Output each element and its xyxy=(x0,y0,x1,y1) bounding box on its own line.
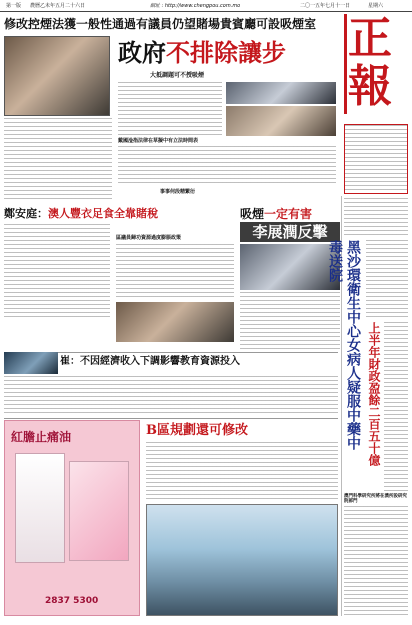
lead-headline xyxy=(118,36,338,70)
lunar-date: 農曆乙未年五月二十六日 xyxy=(30,3,86,9)
masthead-photo xyxy=(226,106,336,136)
second-headline xyxy=(4,206,230,222)
fourth-body xyxy=(4,376,338,416)
masthead-bar xyxy=(0,0,412,12)
second-photo xyxy=(116,302,234,342)
logo-char-bao: 報 xyxy=(348,61,392,112)
section-divider-2 xyxy=(4,418,338,419)
logo-char-zheng: 正 xyxy=(348,13,392,64)
right-column-headline-2: 上半年財政盈餘二百五十億 xyxy=(367,322,381,466)
lead-subhead-3: 事事何段精繁衍 xyxy=(160,189,196,195)
bottom-rendering-image xyxy=(146,504,338,616)
lead-photo-2 xyxy=(226,82,336,104)
weekday: 星期六 xyxy=(368,3,384,9)
right-bottom-body xyxy=(344,506,408,616)
second-subhead: 區議員歸功資源過度膨脹政策 xyxy=(116,235,182,241)
second-body-left xyxy=(4,224,110,320)
right-column-headline-1: 黑沙環衛生中心女病人疑服中藥中毒送院 xyxy=(327,240,361,450)
lead-body-column-2 xyxy=(118,146,336,186)
third-headline-1 xyxy=(240,206,340,222)
ad-phone: 2837 5300 xyxy=(45,596,99,606)
third-photo xyxy=(240,244,340,290)
ad-product-box xyxy=(69,461,129,561)
advertisement[interactable] xyxy=(4,420,140,616)
top-headline: 修改控煙法獲一般性通過有議員仍望賭場貴賓廳可設吸煙室 xyxy=(4,17,317,31)
gregorian-date: 二〇一五年七月十一日 xyxy=(300,3,351,9)
lead-body-left xyxy=(4,118,112,200)
fourth-headline: 崔：不因經濟收入下調影響教育資源投入 xyxy=(60,356,240,367)
third-headline-2: 李展潤反擊 xyxy=(240,222,340,242)
right-column-body-lower xyxy=(384,322,408,492)
third-body xyxy=(240,292,340,350)
logo-vertical-strip xyxy=(344,14,347,114)
second-body-right xyxy=(116,244,234,300)
masthead-info-block xyxy=(344,124,408,194)
second-headline-text: 澳人豐衣足食全靠賭稅 xyxy=(48,207,158,220)
fourth-photo xyxy=(4,352,58,374)
lead-headline-part-b: 不排除讓步 xyxy=(166,38,286,67)
third-part-b: 一定有害 xyxy=(264,207,313,221)
newspaper-logo xyxy=(344,14,408,124)
lead-photo xyxy=(4,36,110,116)
ad-title: 紅膽止痛油 xyxy=(11,430,72,444)
website-link[interactable]: 網址 : http://www.chengpou.com.mo xyxy=(150,3,241,9)
ad-product-bottle xyxy=(15,453,65,563)
page-label: 第一版 xyxy=(6,3,22,9)
third-part-a: 吸煙 xyxy=(240,207,265,221)
right-column-body-mid xyxy=(366,240,408,320)
second-kicker: 鄭安庭： xyxy=(4,207,48,220)
bottom-body xyxy=(146,442,338,502)
lead-subhead-2: 戴國淦指法律在草擬中有立法時間表 xyxy=(118,138,199,144)
bottom-headline: B區規劃還可修改 xyxy=(146,423,248,438)
lead-subhead-1: 大抵調題可不授吸煙 xyxy=(150,72,205,79)
right-column-body-top xyxy=(344,198,408,238)
right-bottom-headline: 澳門科學研究所將在澳所設研究院部門 xyxy=(344,494,407,504)
lead-headline-part-a: 政府 xyxy=(118,38,166,67)
lead-body-column-1 xyxy=(118,82,222,136)
